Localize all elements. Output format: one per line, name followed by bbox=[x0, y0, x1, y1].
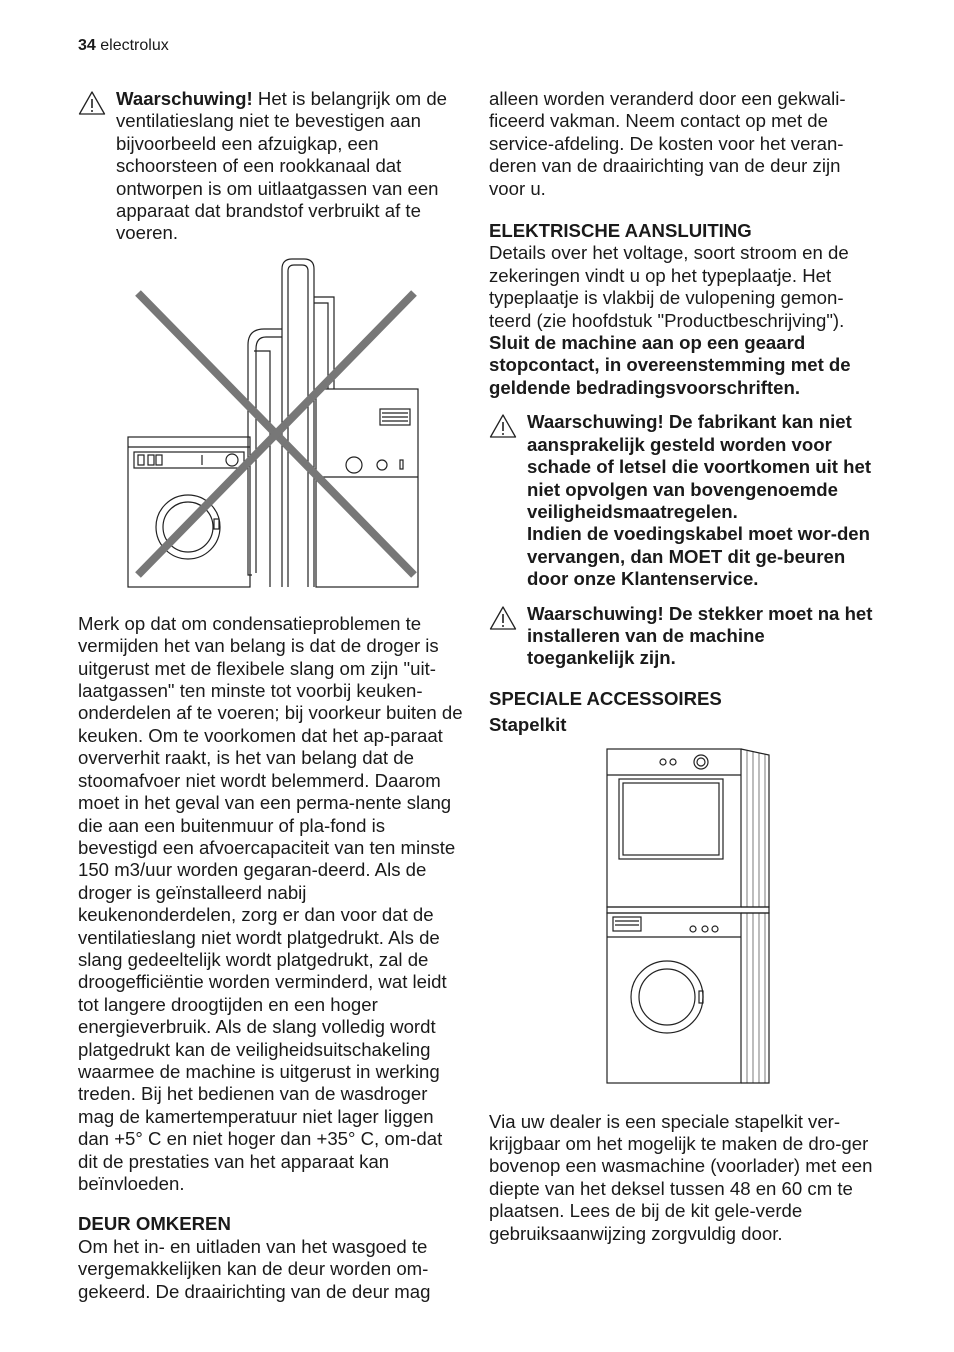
brand-name: electrolux bbox=[100, 37, 169, 54]
condensation-paragraph: Merk op dat om condensatieproblemen te vermijden het van belang is dat de droger is uitgerust met de flexibele slang om zijn "uit-laatgassen" ten minste tot voorbij keuken-onderdelen af te voeren; bij voorkeur buiten de keuken. Om te voorkomen dat het ap-paraat oververhit raakt, is het van belang dat de stoomafvoer niet wordt belemmerd. Daarom moet in het geval van een perma-nente slang die aan een buitenmuur of pla-fond is bevestigd een afvoercapaciteit van ten minste 150 m3/uur worden gegaran-deerd. Als de droger is geïnstalleerd nabij keukenonderdelen, zorg er dan voor dat de ventilatieslang niet wordt platgedrukt. Als de slang gedeeltelijk wordt platgedrukt, zal de droogefficiëntie worden verminderd, wat leidt tot langere droogtijden en een hoger energieverbruik. Als de slang volledig wordt platgedrukt kan de veiligheidsuitschakeling waarmee de machine is uitgerust in werking treden. Bij het bedienen van de wasdroger mag de kamertemperatuur niet lager liggen dan +5° C en niet hoger dan +35° C, om-dat dit de prestaties van het apparaat kan beïnvloeden. bbox=[78, 612, 463, 1194]
warning-body: Het is belangrijk om de ventilatieslang niet te bevestigen aan bijvoorbeeld een afzuigkap, een schoorsteen of een rookkanaal dat ontworpen is om uitlaatgassen van een apparaat dat brandstof verbruikt af te voeren. bbox=[116, 88, 448, 244]
deur-paragraph: Om het in- en uitladen van het wasgoed te vergemakkelijken kan de deur worden om-gekeerd. De draairichting van de deur mag bbox=[78, 1235, 431, 1302]
right-column bbox=[489, 88, 877, 1245]
warning-triangle-icon bbox=[489, 605, 517, 631]
warning-ventilation bbox=[78, 88, 466, 245]
warning-triangle-icon bbox=[78, 90, 106, 116]
warning-fabrikant bbox=[489, 411, 877, 590]
stapelkit-paragraph: Via uw dealer is een speciale stapelkit ver-krijgbaar om het mogelijk te maken de dro-ger bovenop een wasmachine (voorlader) met een diepte van het deksel tussen 48 en 60 cm te plaatsen. Lees de bij de kit gele-verde gebruiksaanwijzing zorgvuldig door. bbox=[489, 1110, 873, 1244]
subheading-stapelkit: Stapelkit bbox=[489, 714, 567, 736]
warning-stekker-text: Waarschuwing! De stekker moet na het installeren van de machine toegankelijk zijn. bbox=[527, 602, 873, 669]
page-header bbox=[78, 37, 169, 55]
warning-ventilation-text bbox=[116, 88, 466, 245]
heading-deur-omkeren: DEUR OMKEREN bbox=[78, 1213, 231, 1235]
warning-triangle-icon bbox=[489, 413, 517, 439]
warning-fabrikant-text: Waarschuwing! De fabrikant kan niet aansprakelijk gesteld worden voor schade of letsel die voortkomen uit het niet opvolgen van bovengenoemde veiligheidsmaatregelen. bbox=[527, 411, 872, 522]
heading-elektrische-aansluiting: ELEKTRISCHE AANSLUITING bbox=[489, 220, 752, 242]
left-column bbox=[78, 88, 466, 1303]
elektrische-paragraph-bold: Sluit de machine aan op een geaard stopcontact, in overeenstemming met de geldende bedradingsvoorschriften. bbox=[489, 332, 851, 398]
heading-speciale-accessoires: SPECIALE ACCESSOIRES bbox=[489, 687, 722, 709]
elektrische-paragraph: Details over het voltage, soort stroom en de zekeringen vindt u op het typeplaatje. Het typeplaatje is vlakbij de vulopening gemon-teerd (zie hoofdstuk "Productbeschrijving"). bbox=[489, 242, 849, 331]
warning-stekker bbox=[489, 603, 877, 670]
page-number: 34 bbox=[78, 37, 96, 54]
warning-voedingskabel-text: Indien de voedingskabel moet wor-den vervangen, dan MOET dit ge-beuren door onze Klantenservice. bbox=[527, 523, 871, 590]
crossed-out-installation-figure bbox=[126, 257, 426, 597]
stacking-kit-figure bbox=[603, 747, 773, 1089]
warning-label: Waarschuwing! bbox=[116, 88, 253, 109]
deur-paragraph-continued: alleen worden veranderd door een gekwali-ficeerd vakman. Neem contact op met de service-afdeling. De kosten voor het veran-deren van de draairichting van de deur zijn voor u. bbox=[489, 88, 846, 199]
